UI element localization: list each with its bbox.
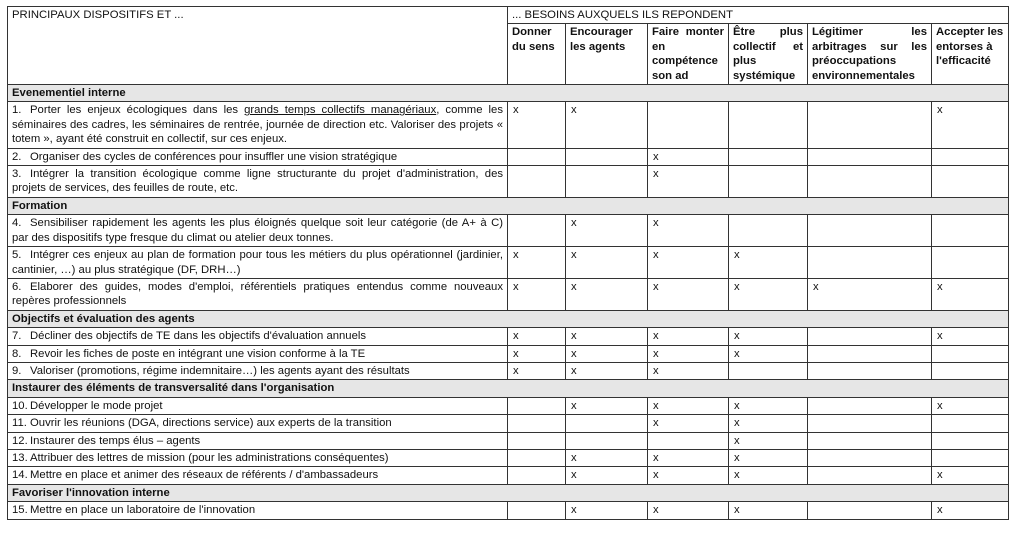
need-header-1: Donner du sens (508, 24, 566, 85)
need-mark-cell: x (508, 362, 566, 379)
need-mark-cell: x (566, 397, 648, 414)
measure-text: Sensibiliser rapidement les agents les plus éloignés quelque soit leur catégorie (de A+ à C) par des dispositifs type fresque du climat ou atelier deux tonnes. (12, 217, 503, 244)
measure-text-continued: , comme les séminaires des cadres, les séminaires de rentrée, journée de direction etc. Valoriser des projets « totem », ayant été construit en collectif, sur ces enjeux. (12, 104, 503, 146)
measure-number: 3. (12, 168, 22, 181)
measure-cell (8, 345, 508, 362)
need-mark-cell: x (508, 102, 566, 148)
need-mark-cell: x (566, 328, 648, 345)
measure-number: 8. (12, 347, 22, 360)
need-mark-cell (932, 362, 1009, 379)
need-mark-cell: x (566, 278, 648, 310)
need-mark-cell: x (932, 502, 1009, 519)
need-mark-cell (808, 432, 932, 449)
measure-cell (8, 278, 508, 310)
need-mark-cell (729, 215, 808, 247)
measure-cell (8, 502, 508, 519)
need-mark-cell (566, 166, 648, 198)
need-mark-cell: x (729, 328, 808, 345)
need-mark-cell (932, 345, 1009, 362)
table-row (8, 278, 1009, 310)
need-mark-cell: x (729, 502, 808, 519)
measure-number: 14. (12, 469, 28, 482)
need-mark-cell (808, 502, 932, 519)
need-mark-cell: x (729, 415, 808, 432)
section-title: Objectifs et évaluation des agents (8, 310, 1009, 327)
measures-needs-table (7, 6, 1009, 520)
need-mark-cell: x (648, 449, 729, 466)
need-header-2: Encourager les agents (566, 24, 648, 85)
need-mark-cell: x (566, 502, 648, 519)
measure-number: 7. (12, 330, 22, 343)
need-mark-cell (808, 328, 932, 345)
measure-text: Mettre en place et animer des réseaux de référents / d'ambassadeurs (30, 469, 379, 482)
need-mark-cell (808, 215, 932, 247)
need-mark-cell (729, 166, 808, 198)
measure-text: Instaurer des temps élus – agents (30, 434, 201, 447)
need-mark-cell (508, 166, 566, 198)
need-mark-cell: x (508, 328, 566, 345)
table-row (8, 148, 1009, 165)
need-mark-cell: x (729, 432, 808, 449)
header-row-top (8, 7, 1009, 24)
measure-cell (8, 362, 508, 379)
need-mark-cell (508, 148, 566, 165)
need-mark-cell (566, 415, 648, 432)
need-mark-cell (566, 148, 648, 165)
need-mark-cell: x (566, 215, 648, 247)
section-header-row (8, 380, 1009, 397)
measure-text: Porter les enjeux écologiques dans les (30, 104, 245, 117)
section-header-row (8, 197, 1009, 214)
need-mark-cell (808, 247, 932, 279)
table-row (8, 432, 1009, 449)
need-mark-cell: x (566, 102, 648, 148)
measure-text: Mettre en place un laboratoire de l'innovation (30, 504, 256, 517)
need-mark-cell (508, 467, 566, 484)
need-header-3: Faire monter en compétence son ad (648, 24, 729, 85)
need-mark-cell (932, 215, 1009, 247)
measure-cell (8, 328, 508, 345)
table-row (8, 502, 1009, 519)
need-mark-cell (508, 502, 566, 519)
need-mark-cell: x (729, 467, 808, 484)
need-mark-cell: x (932, 278, 1009, 310)
table-body (8, 85, 1009, 520)
need-mark-cell: x (648, 328, 729, 345)
measure-text: Ouvrir les réunions (DGA, directions service) aux experts de la transition (30, 417, 392, 430)
measure-cell (8, 247, 508, 279)
need-mark-cell (932, 166, 1009, 198)
need-mark-cell (808, 166, 932, 198)
need-mark-cell: x (508, 278, 566, 310)
measure-cell (8, 432, 508, 449)
measure-cell (8, 148, 508, 165)
header-devices: PRINCIPAUX DISPOSITIFS ET ... (8, 7, 508, 85)
need-mark-cell: x (932, 467, 1009, 484)
measure-cell (8, 397, 508, 414)
need-mark-cell: x (566, 362, 648, 379)
measure-number: 11. (12, 417, 27, 430)
measure-text: Elaborer des guides, modes d'emploi, référentiels pratiques entendus comme nouveaux repères professionnels (12, 280, 503, 308)
need-mark-cell (508, 432, 566, 449)
need-mark-cell: x (808, 278, 932, 310)
measure-text: Revoir les fiches de poste en intégrant une vision conforme à la TE (30, 347, 366, 360)
need-mark-cell (808, 148, 932, 165)
section-header-row (8, 484, 1009, 501)
need-mark-cell (508, 397, 566, 414)
need-mark-cell: x (729, 247, 808, 279)
need-mark-cell (932, 415, 1009, 432)
measure-number: 12. (12, 434, 28, 447)
section-header-row (8, 85, 1009, 102)
need-mark-cell: x (648, 166, 729, 198)
need-mark-cell: x (648, 278, 729, 310)
need-header-4: Être plus collectif et plus systémique (729, 24, 808, 85)
measure-cell (8, 467, 508, 484)
document-table-wrapper (7, 6, 1008, 520)
need-mark-cell: x (648, 415, 729, 432)
need-mark-cell (808, 467, 932, 484)
section-title: Favoriser l'innovation interne (8, 484, 1009, 501)
need-mark-cell (729, 362, 808, 379)
measure-cell (8, 449, 508, 466)
measure-cell (8, 102, 508, 148)
measure-text: Valoriser (promotions, régime indemnitaire…) les agents ayant des résultats (30, 364, 410, 377)
measure-text: Attribuer des lettres de mission (pour les administrations conséquentes) (30, 451, 389, 464)
measure-number: 10. (12, 399, 28, 412)
need-mark-cell (648, 432, 729, 449)
need-mark-cell (808, 397, 932, 414)
measure-text-underlined: grands temps collectifs managériaux (244, 104, 437, 117)
table-row (8, 362, 1009, 379)
need-mark-cell: x (729, 449, 808, 466)
measure-number: 6. (12, 280, 22, 293)
section-title: Evenementiel interne (8, 85, 1009, 102)
need-mark-cell (808, 102, 932, 148)
section-title: Formation (8, 197, 1009, 214)
need-mark-cell: x (566, 345, 648, 362)
need-mark-cell: x (932, 397, 1009, 414)
table-row (8, 449, 1009, 466)
need-mark-cell (932, 148, 1009, 165)
measure-number: 2. (12, 150, 22, 163)
measure-text: Décliner des objectifs de TE dans les objectifs d'évaluation annuels (30, 330, 367, 343)
measure-number: 9. (12, 364, 22, 377)
table-row (8, 247, 1009, 279)
need-mark-cell (932, 449, 1009, 466)
need-mark-cell: x (566, 467, 648, 484)
need-mark-cell: x (729, 278, 808, 310)
need-mark-cell (729, 102, 808, 148)
need-header-5: Légitimer les arbitrages sur les préoccupations environnementales (808, 24, 932, 85)
measure-text: Intégrer ces enjeux au plan de formation pour tous les métiers du plus opérationnel (jardinier, cantinier, …) au plus stratégique (DF, DRH…) (12, 249, 503, 276)
need-mark-cell: x (729, 397, 808, 414)
need-mark-cell: x (648, 345, 729, 362)
need-mark-cell (508, 215, 566, 247)
need-mark-cell: x (508, 345, 566, 362)
need-mark-cell: x (932, 328, 1009, 345)
need-mark-cell (508, 449, 566, 466)
need-mark-cell (808, 415, 932, 432)
need-mark-cell (808, 345, 932, 362)
need-mark-cell: x (566, 449, 648, 466)
table-row (8, 397, 1009, 414)
measure-number: 1. (12, 104, 22, 117)
measure-number: 13. (12, 451, 28, 464)
measure-number: 15. (12, 504, 28, 517)
need-mark-cell (729, 148, 808, 165)
table-row (8, 215, 1009, 247)
need-mark-cell: x (648, 362, 729, 379)
section-header-row (8, 310, 1009, 327)
need-mark-cell: x (508, 247, 566, 279)
need-mark-cell: x (648, 247, 729, 279)
measure-number: 5. (12, 249, 22, 262)
table-row (8, 102, 1009, 148)
measure-cell (8, 166, 508, 198)
measure-number: 4. (12, 217, 22, 230)
measure-text: Développer le mode projet (30, 399, 163, 412)
need-mark-cell: x (729, 345, 808, 362)
need-mark-cell (566, 432, 648, 449)
need-mark-cell (648, 102, 729, 148)
need-mark-cell: x (648, 215, 729, 247)
need-mark-cell (932, 432, 1009, 449)
need-mark-cell (508, 415, 566, 432)
table-row (8, 328, 1009, 345)
need-mark-cell: x (932, 102, 1009, 148)
need-mark-cell (808, 449, 932, 466)
need-mark-cell (932, 247, 1009, 279)
need-mark-cell: x (648, 467, 729, 484)
table-row (8, 415, 1009, 432)
table-row (8, 166, 1009, 198)
table-row (8, 467, 1009, 484)
measure-cell (8, 215, 508, 247)
measure-cell (8, 415, 508, 432)
table-row (8, 345, 1009, 362)
header-needs: ... BESOINS AUXQUELS ILS REPONDENT (508, 7, 1009, 24)
need-mark-cell: x (648, 502, 729, 519)
need-header-6: Accepter les entorses à l'efficacité (932, 24, 1009, 85)
measure-text: Organiser des cycles de conférences pour insuffler une vision stratégique (30, 150, 398, 163)
need-mark-cell: x (648, 397, 729, 414)
need-mark-cell: x (566, 247, 648, 279)
measure-text: Intégrer la transition écologique comme ligne structurante du projet d'administration, des projets de services, des feuilles de route, etc. (12, 168, 503, 195)
need-mark-cell (808, 362, 932, 379)
need-mark-cell: x (648, 148, 729, 165)
section-title: Instaurer des éléments de transversalité dans l'organisation (8, 380, 1009, 397)
